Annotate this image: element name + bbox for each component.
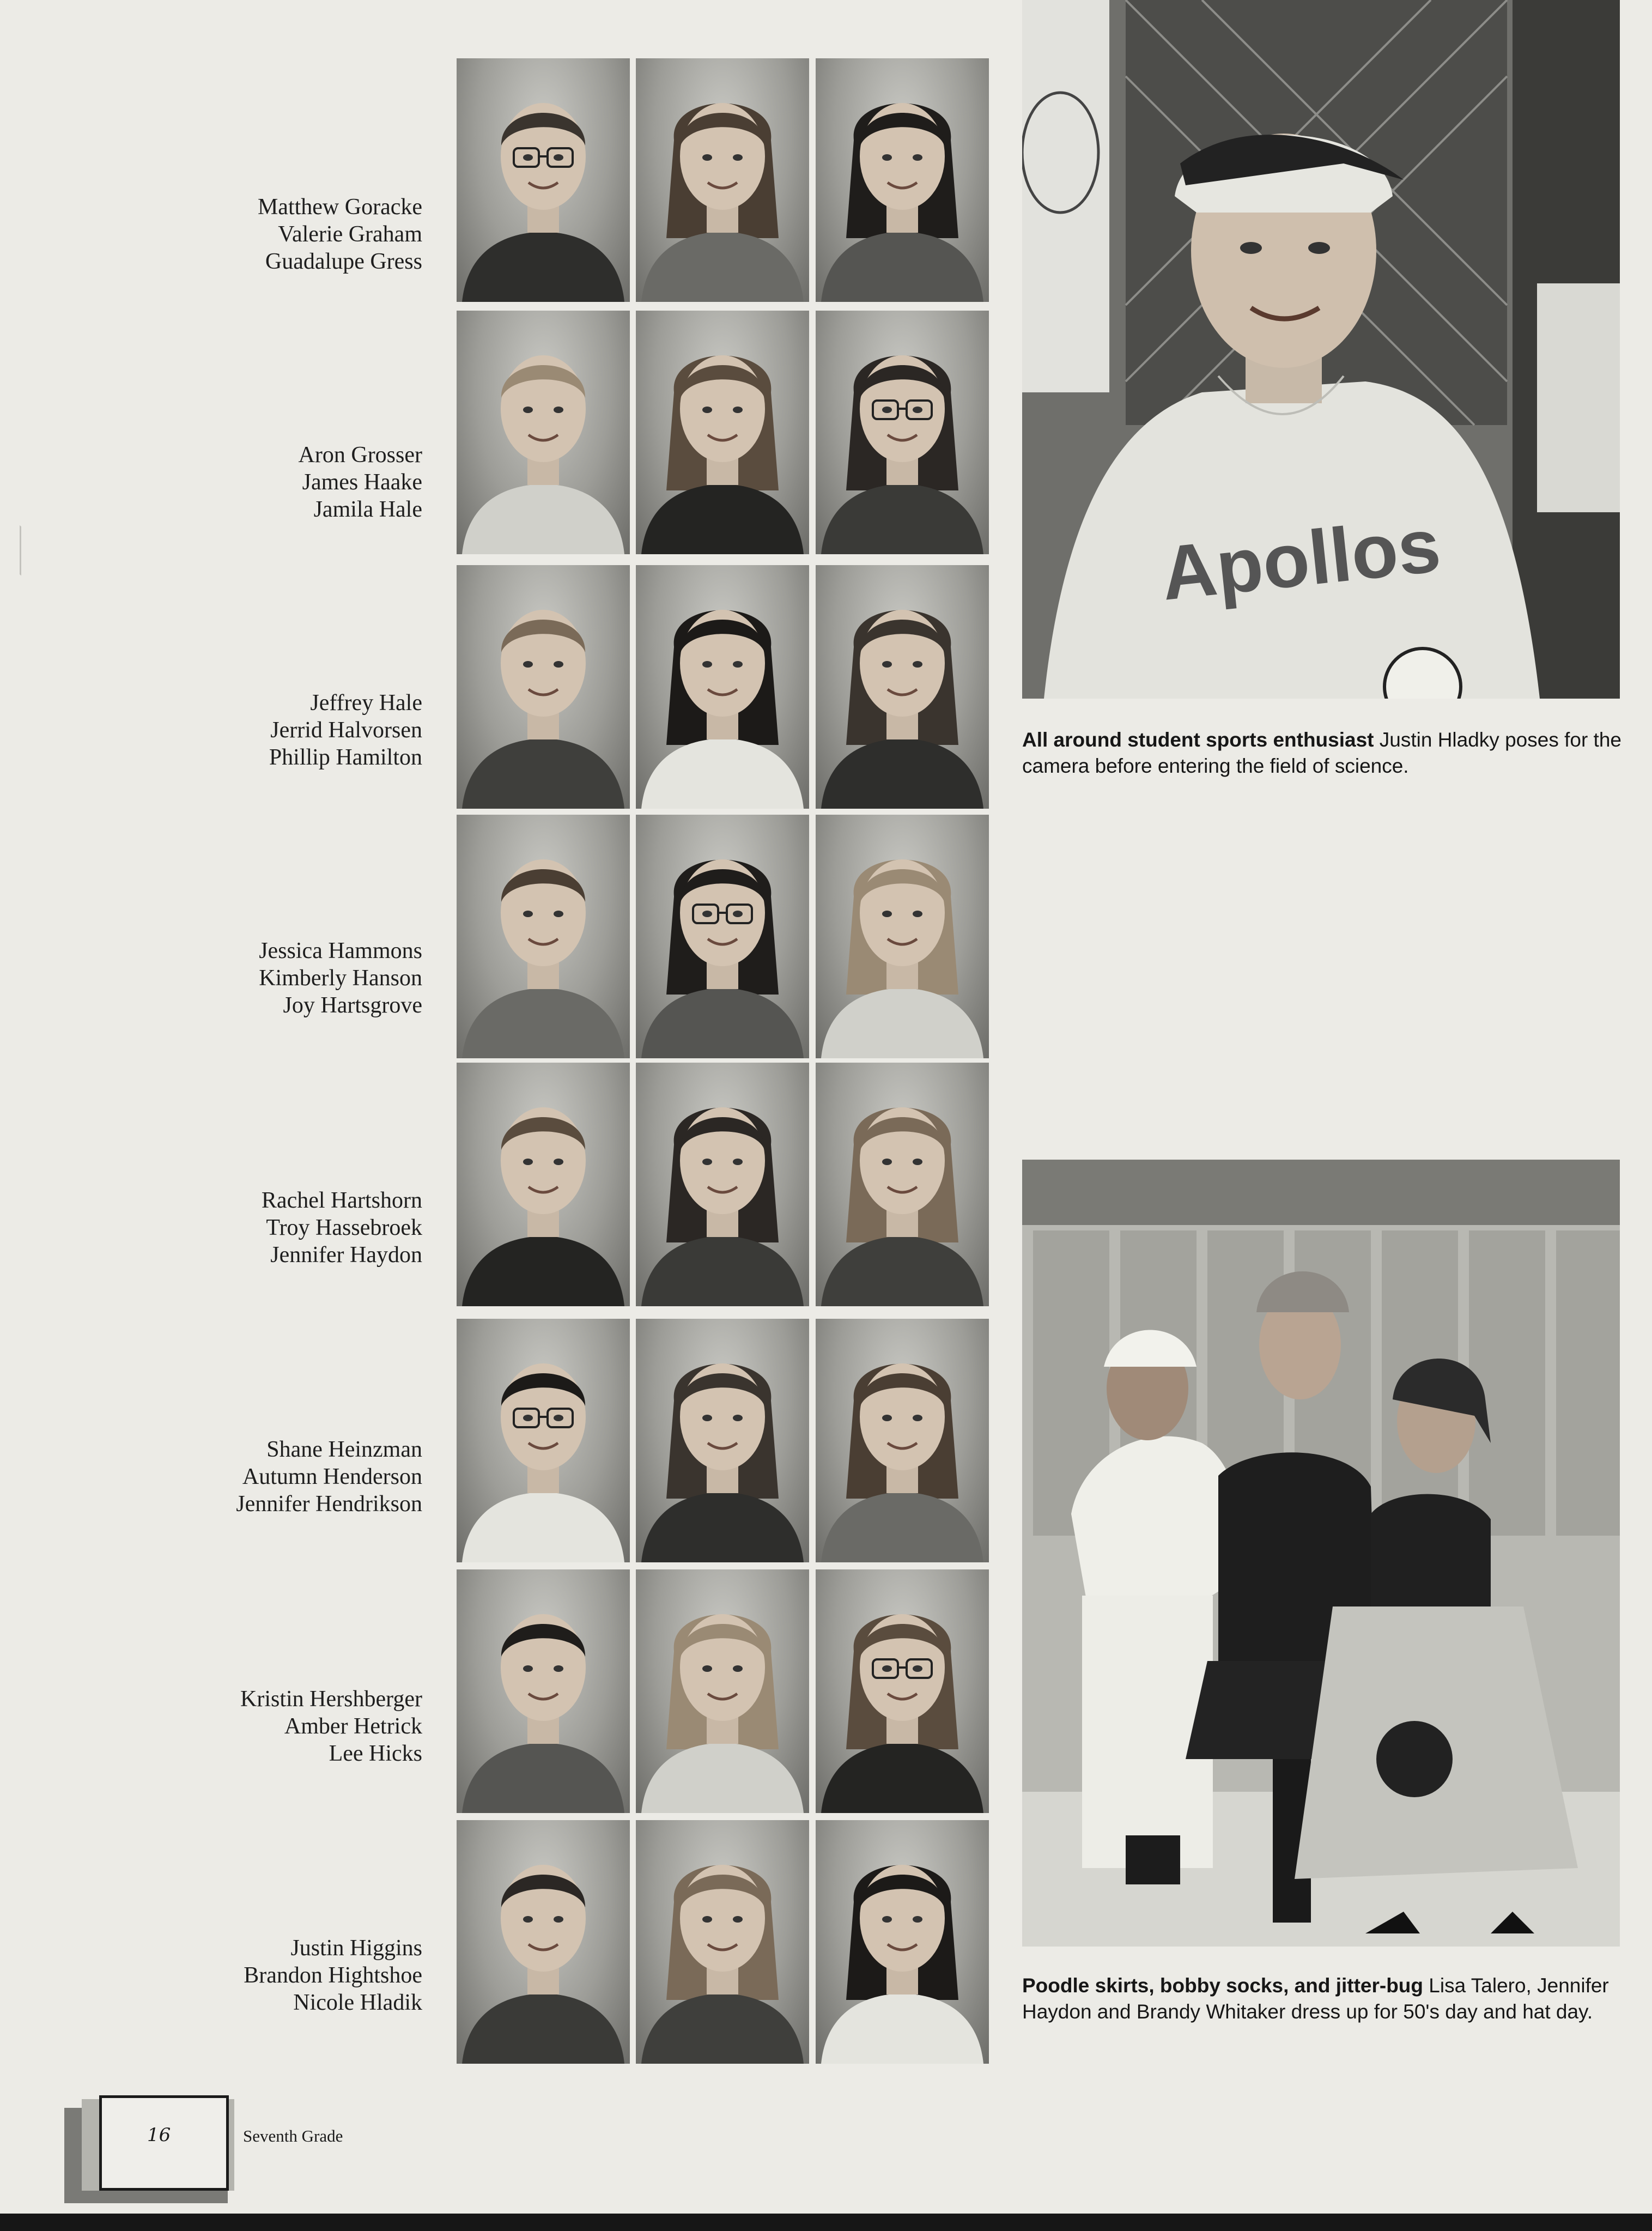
portrait-silhouette	[816, 58, 989, 302]
student-name: Jessica Hammons	[259, 938, 422, 963]
portrait-silhouette	[457, 1569, 630, 1813]
portrait-silhouette	[816, 815, 989, 1058]
student-portrait	[457, 815, 630, 1058]
portrait-silhouette	[457, 1063, 630, 1306]
portrait-silhouette	[816, 311, 989, 554]
student-name: Amber Hetrick	[284, 1714, 422, 1739]
student-portrait	[816, 311, 989, 554]
page-number: 16	[147, 2124, 171, 2146]
portrait-silhouette	[457, 1319, 630, 1562]
caption-bold: Poodle skirts, bobby socks, and jitter-bug	[1022, 1974, 1424, 1997]
student-portrait	[816, 1820, 989, 2064]
portrait-silhouette	[816, 1063, 989, 1306]
portrait-silhouette	[636, 815, 809, 1058]
candid-photo-group	[1022, 1160, 1620, 1947]
student-name: Shane Heinzman	[266, 1437, 422, 1462]
student-name: Phillip Hamilton	[269, 745, 422, 770]
page-crease	[0, 509, 21, 576]
student-name: Guadalupe Gress	[265, 249, 422, 274]
candid-photo-student	[1022, 0, 1620, 699]
student-portrait	[457, 1569, 630, 1813]
student-portrait	[636, 1820, 809, 2064]
student-portrait	[816, 815, 989, 1058]
student-portrait	[457, 1319, 630, 1562]
caption-bold: All around student sports enthusiast	[1022, 729, 1374, 751]
student-name: Autumn Henderson	[242, 1464, 422, 1489]
portrait-silhouette	[636, 565, 809, 809]
student-name: Joy Hartsgrove	[283, 993, 422, 1018]
student-portrait	[636, 58, 809, 302]
portrait-silhouette	[457, 58, 630, 302]
student-name: Aron Grosser	[298, 442, 422, 468]
student-name: Justin Higgins	[290, 1936, 422, 1961]
student-name: Matthew Goracke	[257, 195, 422, 220]
student-name: Valerie Graham	[278, 222, 422, 247]
student-name: Jamila Hale	[313, 497, 422, 522]
portrait-silhouette	[457, 565, 630, 809]
caption-text: Lisa Talero, Jennifer Haydon and Brandy Whitaker dress up for 50's day and hat day.	[1022, 1974, 1609, 2023]
name-block-row-5	[139, 1187, 422, 1269]
student-name: Jennifer Haydon	[270, 1242, 422, 1268]
portrait-silhouette	[636, 1820, 809, 2064]
student-portrait	[636, 815, 809, 1058]
candid-top-caption	[1022, 727, 1632, 779]
student-name: Troy Hassebroek	[266, 1215, 422, 1240]
student-name: Nicole Hladik	[293, 1990, 422, 2015]
student-portrait	[457, 58, 630, 302]
student-portrait	[816, 1569, 989, 1813]
student-portrait	[457, 565, 630, 809]
svg-text:Apollos: Apollos	[1157, 501, 1444, 616]
name-block-row-4	[139, 937, 422, 1019]
student-portrait	[457, 311, 630, 554]
student-portrait	[816, 1063, 989, 1306]
student-portrait	[457, 1820, 630, 2064]
caption-text: Justin Hladky poses for the camera before entering the field of science.	[1022, 729, 1621, 777]
portrait-silhouette	[816, 1569, 989, 1813]
student-portrait	[636, 311, 809, 554]
student-name: Lee Hicks	[329, 1741, 422, 1766]
candid-bottom-caption	[1022, 1973, 1632, 2025]
name-block-row-7	[139, 1686, 422, 1767]
portrait-silhouette	[816, 1820, 989, 2064]
student-portrait	[636, 565, 809, 809]
student-name: Kristin Hershberger	[240, 1687, 422, 1712]
portrait-silhouette	[457, 1820, 630, 2064]
portrait-silhouette	[457, 311, 630, 554]
portrait-silhouette	[636, 1319, 809, 1562]
student-name: Kimberly Hanson	[259, 966, 422, 991]
name-block-row-8	[139, 1935, 422, 2016]
student-portrait	[816, 565, 989, 809]
student-portrait	[636, 1319, 809, 1562]
student-name: Brandon Hightshoe	[244, 1963, 422, 1988]
student-name: Rachel Hartshorn	[261, 1188, 422, 1213]
name-block-row-6	[139, 1436, 422, 1518]
student-name: Jerrid Halvorsen	[270, 718, 422, 743]
student-portrait	[816, 58, 989, 302]
portrait-silhouette	[457, 815, 630, 1058]
name-block-row-1	[139, 193, 422, 275]
page-bottom-edge	[0, 2214, 1652, 2231]
portrait-silhouette	[816, 565, 989, 809]
portrait-silhouette	[636, 311, 809, 554]
portrait-silhouette	[636, 1063, 809, 1306]
student-portrait	[636, 1063, 809, 1306]
section-title: Seventh Grade	[243, 2126, 343, 2145]
name-block-row-3	[139, 689, 422, 771]
student-name: James Haake	[302, 470, 422, 495]
student-portrait	[816, 1319, 989, 1562]
student-portrait	[636, 1569, 809, 1813]
student-name: Jennifer Hendrikson	[236, 1492, 422, 1517]
portrait-silhouette	[636, 58, 809, 302]
student-name: Jeffrey Hale	[310, 690, 422, 716]
portrait-silhouette	[816, 1319, 989, 1562]
portrait-silhouette	[636, 1569, 809, 1813]
student-portrait	[457, 1063, 630, 1306]
name-block-row-2	[139, 441, 422, 523]
